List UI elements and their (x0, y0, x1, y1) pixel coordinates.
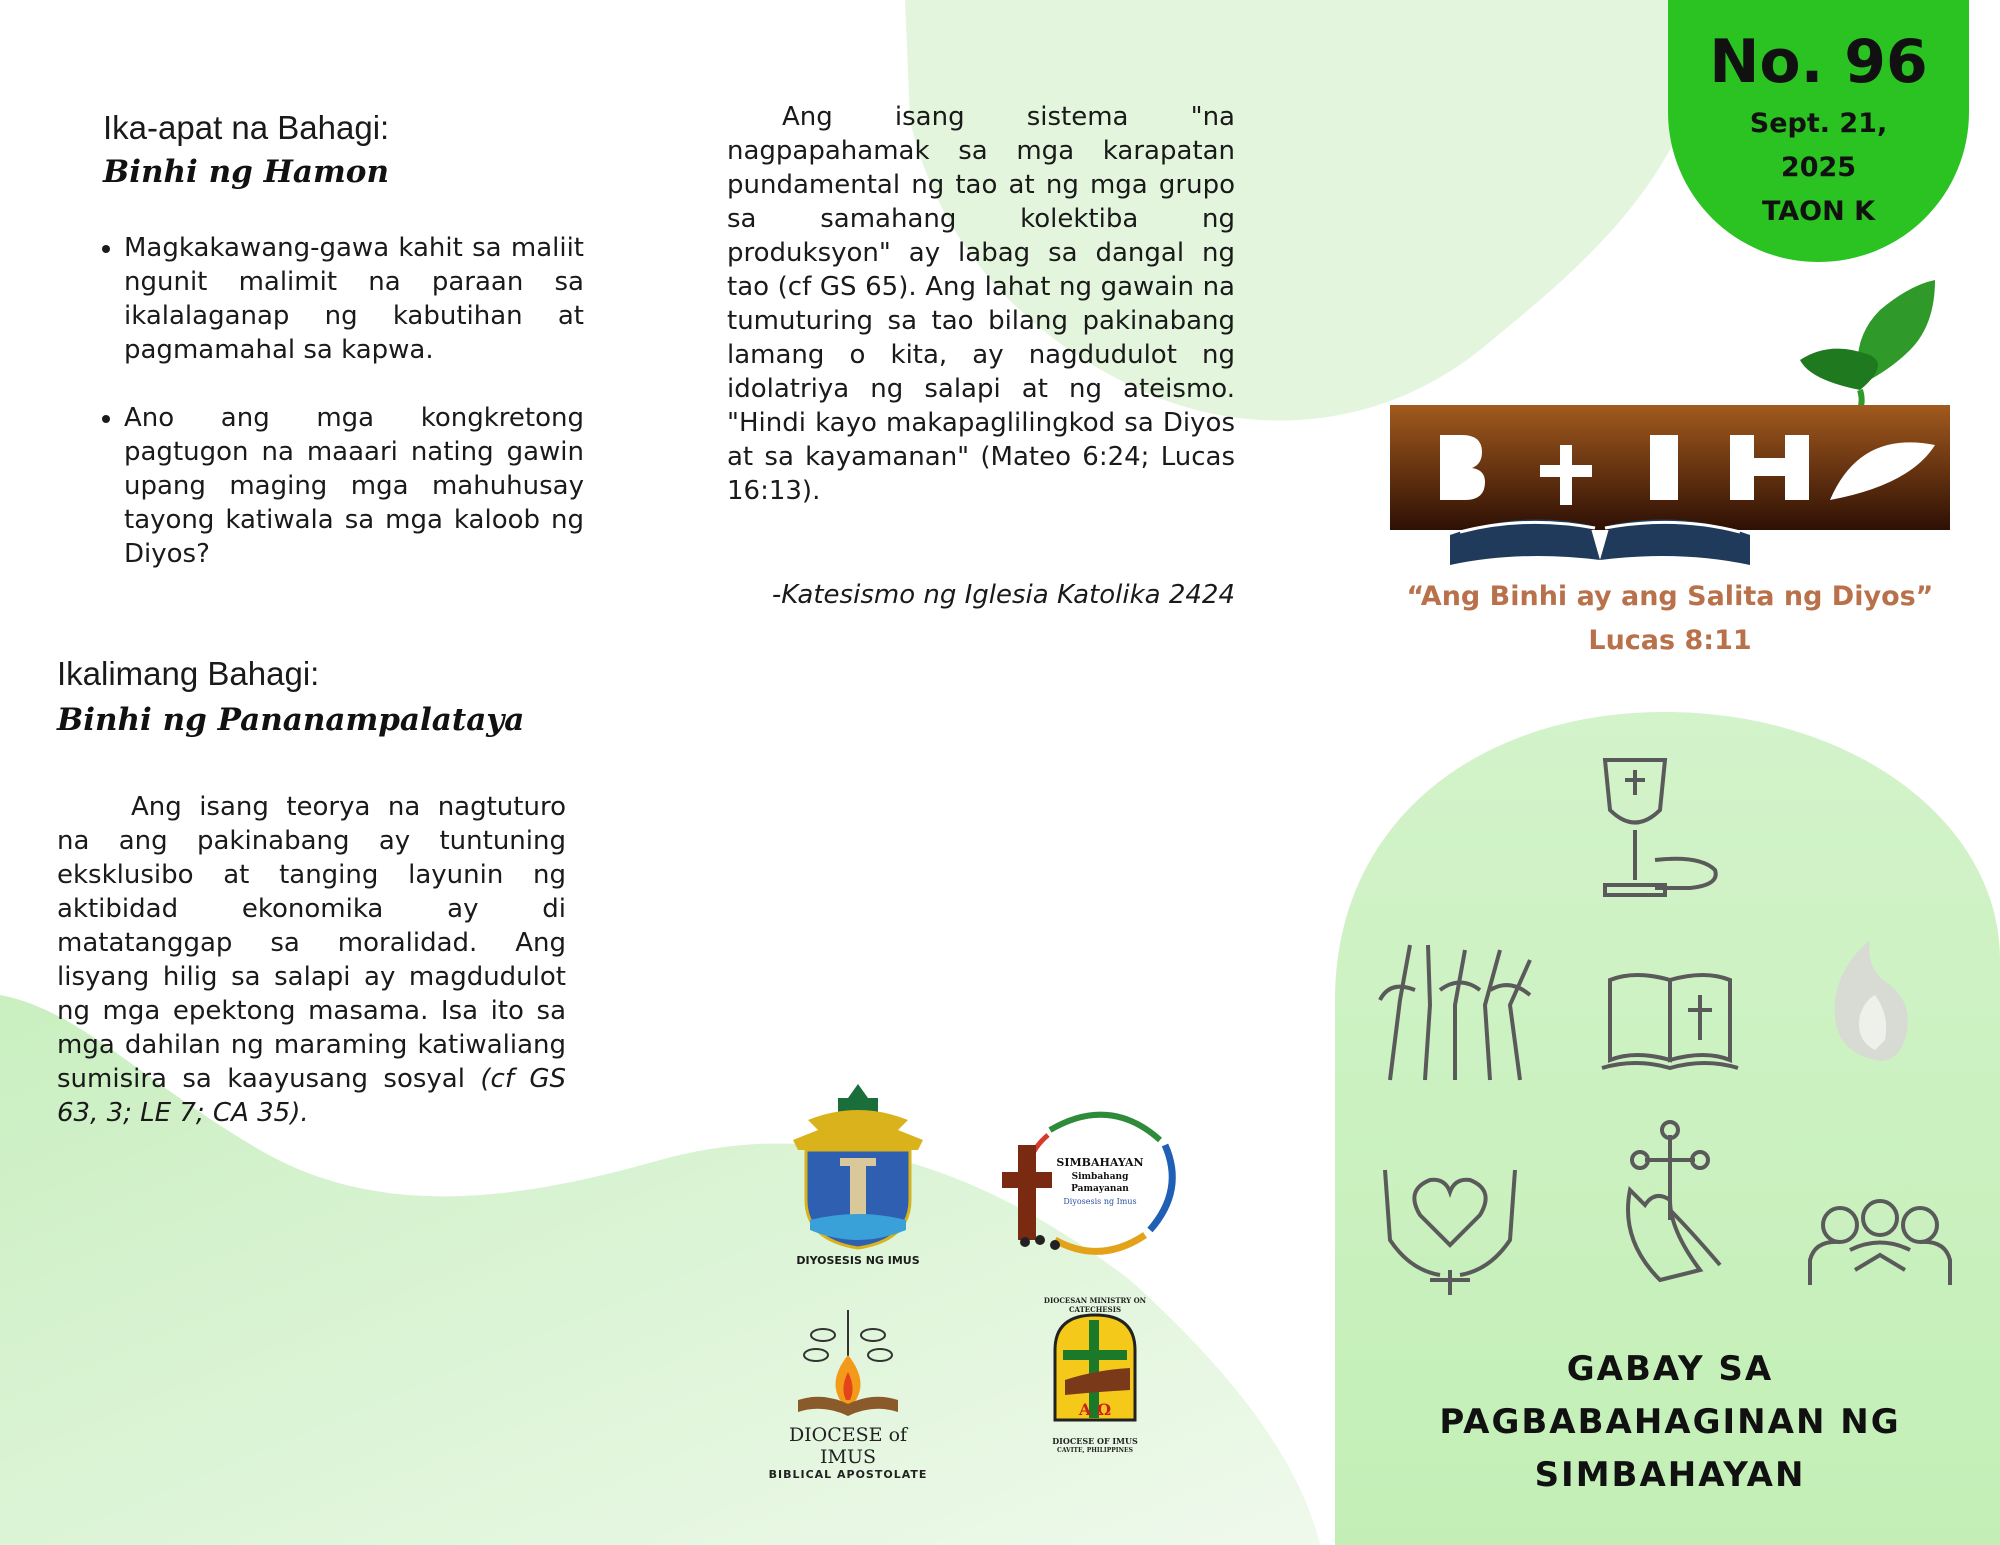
simbahayan-sub3: Diyosesis ng Imus (1063, 1197, 1137, 1206)
issue-number: No. 96 (1709, 27, 1928, 97)
part5-paragraph (57, 790, 566, 1130)
catechesis-bottom1: DIOCESE OF IMUS (1052, 1436, 1138, 1446)
issue-date-line1: Sept. 21, (1749, 108, 1888, 139)
guide-line1: GABAY SA (1566, 1349, 1774, 1389)
simbahayan-sub1: Simbahang (1071, 1172, 1129, 1182)
issue-badge (1668, 0, 1969, 262)
biblical-title: DIOCESE of IMUS (788, 1424, 908, 1468)
bible-flame-tree-icon (758, 1300, 938, 1420)
guide-line3: SIMBAHAYAN (1534, 1455, 1806, 1495)
quote-text: “Ang Binhi ay ang Salita ng Diyos” (1406, 581, 1934, 612)
part5-title: Binhi ng Pananampalataya (57, 702, 525, 738)
simbahayan-title: SIMBAHAYAN (1056, 1156, 1144, 1169)
praying-hands-cross-icon (1628, 1122, 1720, 1280)
catechism-source: -Katesismo ng Iglesia Katolika 2424 (771, 580, 1235, 610)
catechism-paragraph: Ang isang sistema "na nagpapahamak sa mga karapatan pundamental ng tao at ng mga grupo sa samahang kolektiba ng produksyon" ay labag sa dangal ng tao (cf GS 65). Ang lahat ng gawain na tumuturing sa tao bilang pakinabang lamang o kita, ay nagdudulot ng idolatriya ng salapi at ng ateismo. "Hindi kayo makapaglilingkod sa Diyos at sa kayamanan" (Mateo 6:24; Lucas 16:13). (727, 102, 1235, 506)
diocese-crest-icon (778, 1080, 938, 1250)
guide-title (1400, 1343, 1940, 1502)
catechesis-logo (1035, 1296, 1155, 1460)
simbahayan-ring-icon (1000, 1100, 1195, 1265)
diocese-caption: DIYOSESIS NG IMUS (796, 1254, 920, 1267)
scripture-quote (1390, 575, 1950, 663)
issue-date-line2: 2025 (1780, 152, 1857, 183)
chalice-host-icon (1605, 760, 1716, 895)
raised-hands-icon (1380, 945, 1530, 1080)
part4-bullet-1: • Magkakawang-gawa kahit sa maliit ngunit malimit na paraan sa ikalalaganap ng kabutihan at pagmamahal sa kapwa. (124, 231, 584, 367)
catechesis-omega: Ω (1096, 1400, 1112, 1419)
simbahayan-logo (1000, 1100, 1195, 1265)
heart-hands-icon (1385, 1170, 1515, 1295)
issue-date-line3: TAON K (1761, 196, 1876, 227)
part4-label: Ika-apat na Bahagi: (103, 109, 390, 146)
bible-icon (1602, 975, 1738, 1068)
catechesis-alpha: A (1078, 1400, 1092, 1419)
part5-body: Ang isang teorya na nagtuturo na ang pakinabang ay tuntuning eksklusibo at tanging layunin ng aktibidad ekonomika ay di matatanggap sa moralidad. Ang lisyang hilig sa salapi ay magdudulot ng mga epektong masama. Isa ito sa mga dahilan ng maraming katiwaliang sumisira sa kaayusang sosyal (57, 792, 566, 1094)
biblical-sub: BIBLICAL APOSTOLATE (768, 1468, 928, 1481)
part5-citation: (cf GS 63, 3; LE 7; CA 35). (57, 1064, 567, 1128)
catechesis-bottom2: CAVITE, PHILIPPINES (1057, 1447, 1133, 1454)
part5-label: Ikalimang Bahagi: (57, 655, 320, 692)
community-icon (1810, 1201, 1950, 1285)
guide-line2: PAGBABAHAGINAN NG (1439, 1402, 1901, 1442)
part4-bullet-2: • Ano ang mga kongkretong pagtugon na maaari nating gawin upang maging mga mahuhusay tayong katiwala sa mga kaloob ng Diyos? (124, 401, 584, 571)
sprout-icon (1800, 280, 1935, 420)
part4-title: Binhi ng Hamon (103, 154, 390, 190)
quote-reference: Lucas 8:11 (1588, 625, 1752, 656)
catechesis-ring-text: DIOCESAN MINISTRY ON CATECHESIS (1043, 1296, 1147, 1314)
simbahayan-sub2: Pamayanan (1071, 1184, 1129, 1194)
catechesis-alpha-omega (1065, 1400, 1125, 1419)
issue-date (1668, 102, 1969, 234)
panel-icons (1370, 750, 1970, 1320)
diocese-of-imus-logo (778, 1080, 938, 1270)
part4-bullet-list (102, 231, 584, 605)
biblical-apostolate-logo (758, 1300, 938, 1481)
binhi-logo (1390, 270, 1950, 575)
